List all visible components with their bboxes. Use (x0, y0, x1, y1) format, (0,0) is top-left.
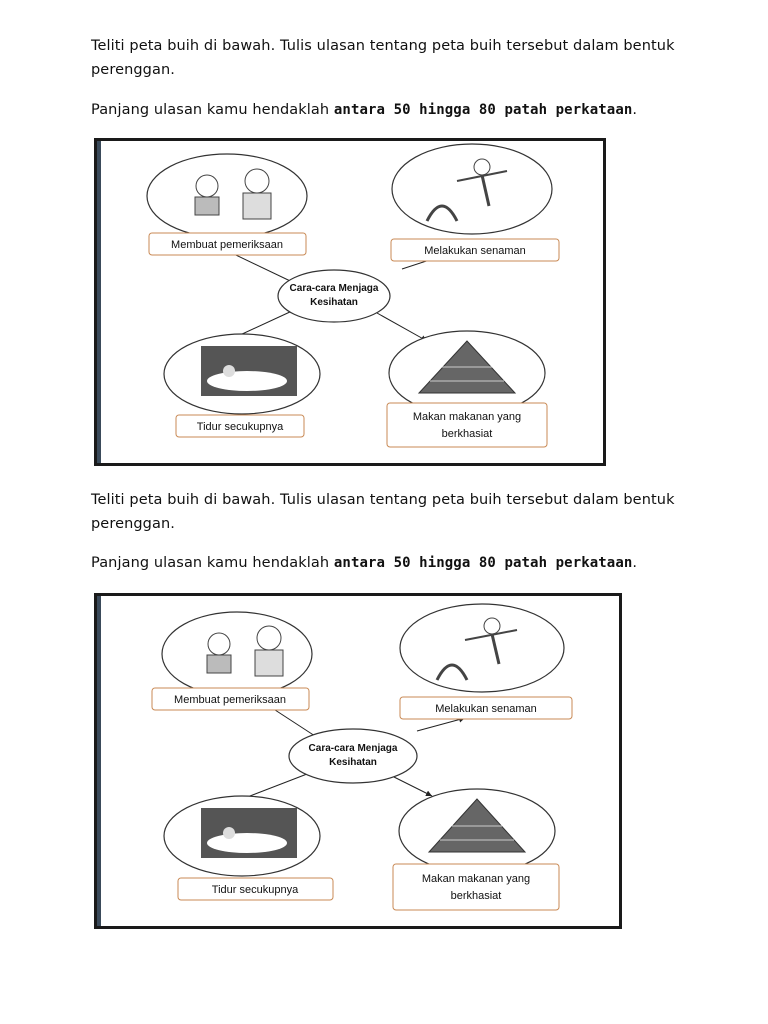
label-bottom-right-2: berkhasiat (450, 890, 502, 902)
label-bottom-left: Tidur secukupnya (211, 884, 299, 896)
center-line2: Kesihatan (329, 757, 377, 768)
label-top-left: Membuat pemeriksaan (174, 694, 286, 706)
length-prefix: Panjang ulasan kamu hendaklah (91, 555, 334, 571)
label-bottom-right-1: Makan makanan yang (421, 873, 531, 885)
length-suffix: . (632, 102, 638, 118)
center-line1: Cara-cara Menjaga (308, 743, 398, 754)
length-requirement (91, 551, 681, 575)
bubble-map-svg (97, 596, 619, 926)
bubble-map-1 (94, 138, 606, 466)
length-bold: antara 50 hingga 80 patah perkataan (333, 555, 633, 571)
bubble-map-svg (97, 141, 603, 463)
length-suffix: . (632, 555, 638, 571)
label-bottom-left: Tidur secukupnya (196, 421, 284, 433)
label-top-left: Membuat pemeriksaan (171, 239, 283, 251)
center-line1: Cara-cara Menjaga (289, 283, 379, 294)
center-line2: Kesihatan (310, 297, 358, 308)
sleeping-child-icon (201, 346, 297, 396)
label-top-right: Melakukan senaman (424, 245, 526, 257)
sleeping-child-icon (201, 808, 297, 858)
length-requirement (91, 98, 681, 122)
bubble-map-2 (94, 593, 622, 929)
label-bottom-right-2: berkhasiat (441, 428, 493, 440)
label-bottom-right-1: Makan makanan yang (412, 411, 522, 423)
length-prefix: Panjang ulasan kamu hendaklah (91, 102, 334, 118)
instruction-text: Teliti peta buih di bawah. Tulis ulasan tentang peta buih tersebut dalam bentuk perenggan. (91, 38, 675, 78)
label-top-right: Melakukan senaman (435, 703, 537, 715)
length-bold: antara 50 hingga 80 patah perkataan (333, 102, 633, 118)
instruction-text: Teliti peta buih di bawah. Tulis ulasan tentang peta buih tersebut dalam bentuk perenggan. (91, 492, 675, 532)
